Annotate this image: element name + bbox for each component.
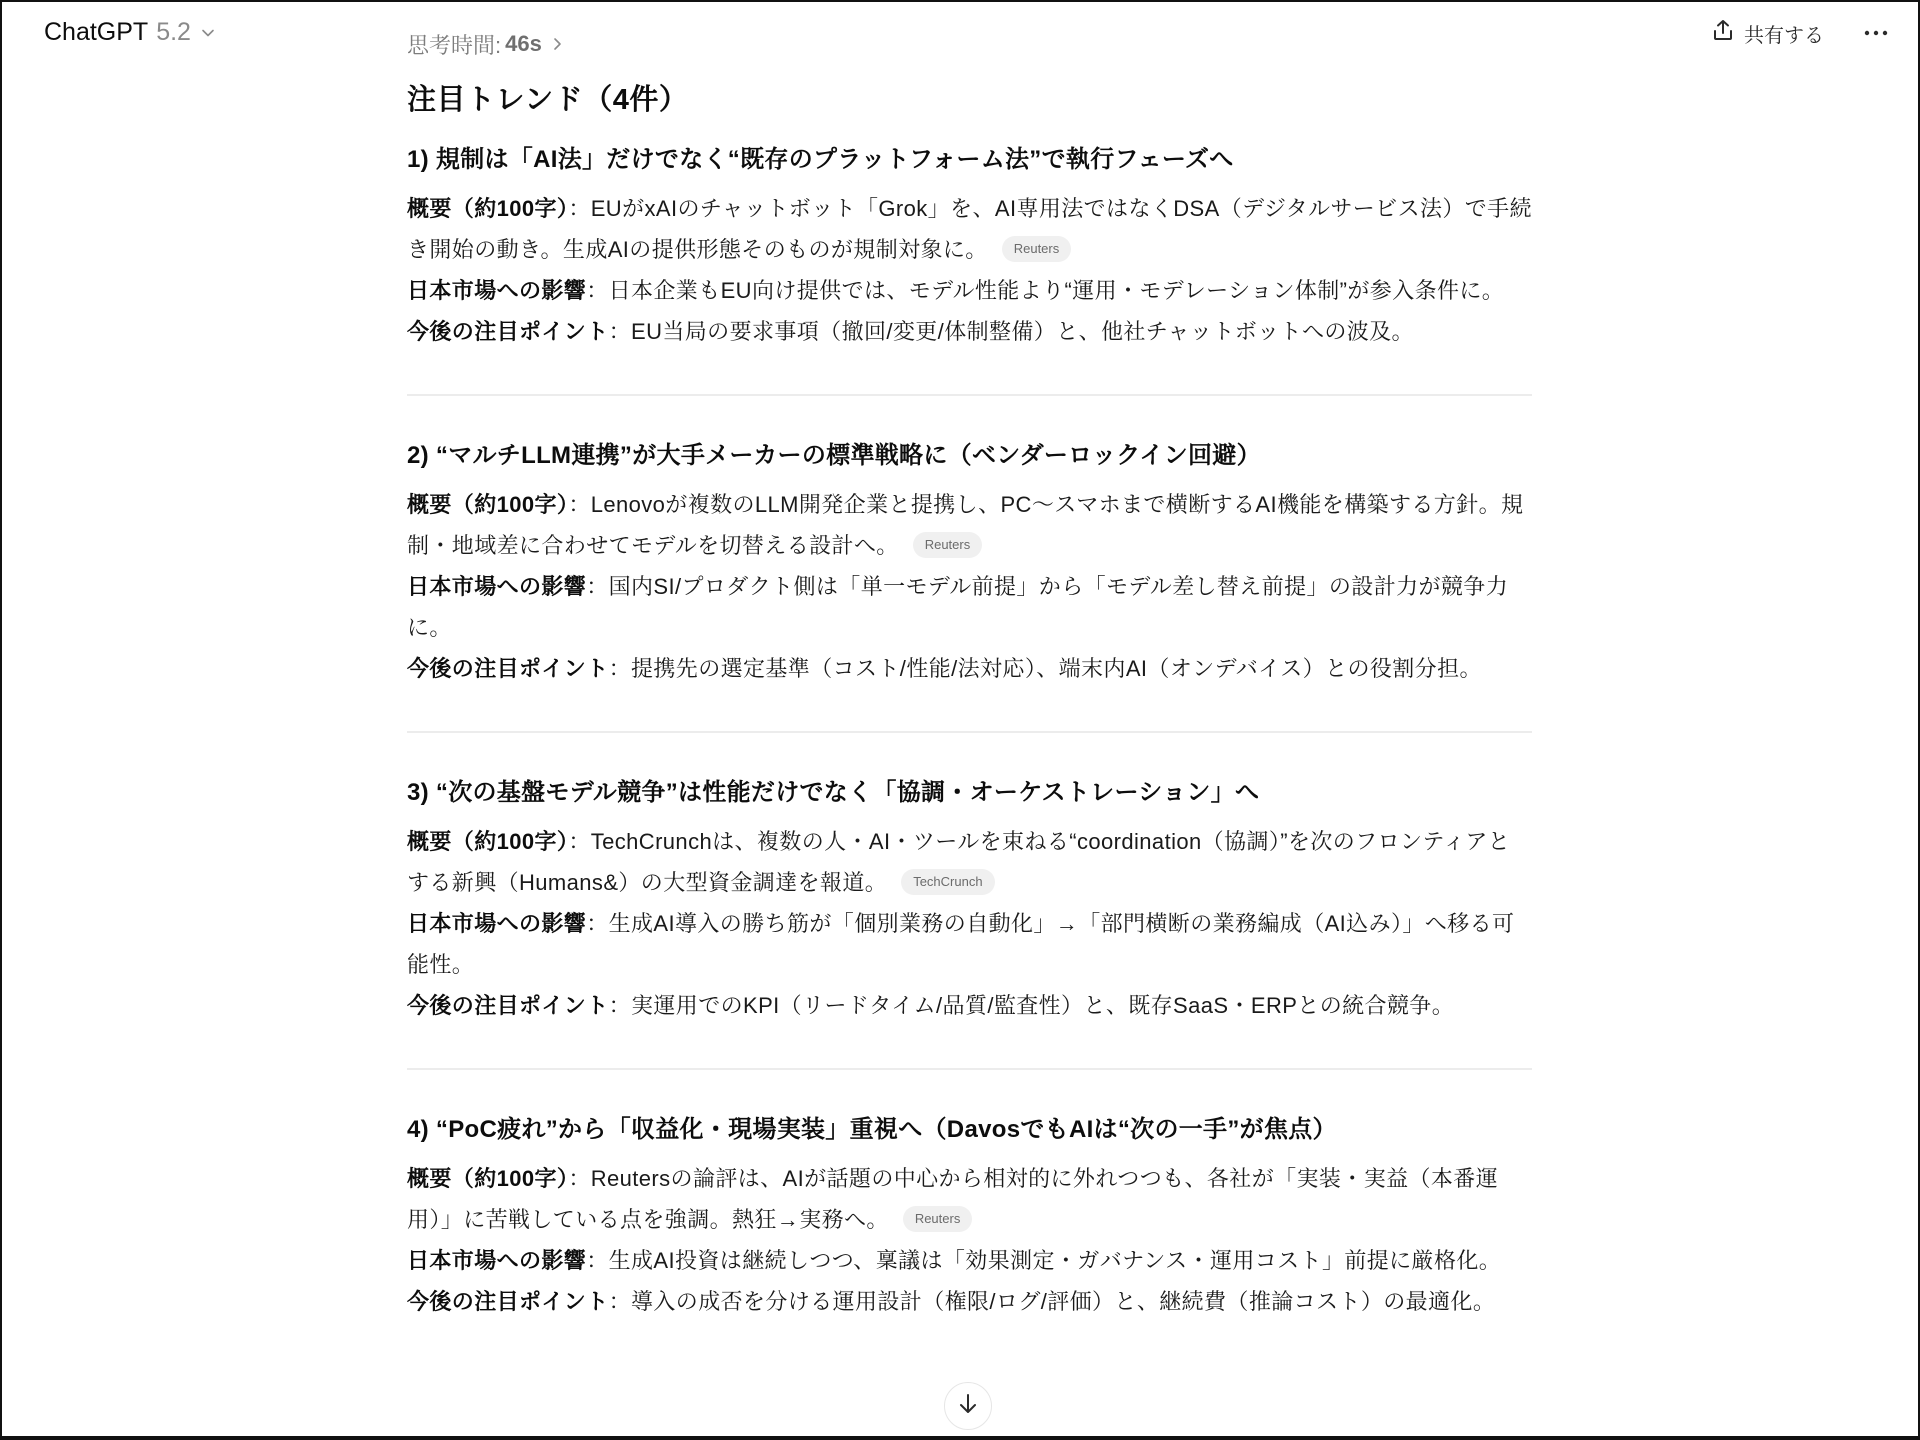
section-divider xyxy=(407,394,1532,396)
impact-label: 日本市場への影響 xyxy=(407,278,587,303)
top-bar xyxy=(0,0,1920,64)
arrow-down-icon xyxy=(957,1392,979,1421)
outlook-label: 今後の注目ポイント xyxy=(407,1289,609,1314)
more-horizontal-icon xyxy=(1864,24,1888,42)
summary-paragraph xyxy=(407,484,1532,566)
impact-text: ：生成AI導入の勝ち筋が「個別業務の自動化」→「部門横断の業務編成（AI込み）」へ移る可能性。 xyxy=(407,911,1515,977)
more-options-button[interactable] xyxy=(1858,15,1894,51)
trend-section-4 xyxy=(407,1110,1532,1322)
impact-label: 日本市場への影響 xyxy=(407,1248,587,1273)
impact-paragraph xyxy=(407,1240,1532,1281)
impact-paragraph xyxy=(407,566,1532,648)
impact-text: ：国内SI/プロダクト側は「単一モデル前提」から「モデル差し替え前提」の設計力が競争力に。 xyxy=(407,574,1509,640)
source-badge[interactable]: Reuters xyxy=(913,532,983,558)
summary-paragraph xyxy=(407,188,1532,270)
outlook-paragraph xyxy=(407,985,1532,1026)
outlook-text: ：導入の成否を分ける運用設計（権限/ログ/評価）と、継続費（推論コスト）の最適化。 xyxy=(608,1289,1496,1314)
outlook-paragraph xyxy=(407,311,1532,352)
summary-paragraph xyxy=(407,1158,1532,1240)
section-heading: 3) “次の基盤モデル競争”は性能だけでなく「協調・オーケストレーション」へ xyxy=(407,779,1260,806)
outlook-paragraph xyxy=(407,648,1532,689)
section-divider xyxy=(407,1068,1532,1070)
summary-label: 概要（約100字） xyxy=(407,492,569,517)
source-badge[interactable]: Reuters xyxy=(903,1206,973,1232)
outlook-paragraph xyxy=(407,1281,1532,1322)
thinking-value: 46s xyxy=(505,31,542,56)
model-name: ChatGPT xyxy=(44,18,149,46)
model-version: 5.2 xyxy=(156,18,191,46)
trend-section-2 xyxy=(407,436,1532,689)
assistant-message xyxy=(407,24,1532,1322)
scroll-to-bottom-button[interactable] xyxy=(944,1382,992,1430)
page-title: 注目トレンド（4件） xyxy=(407,84,689,116)
summary-text: ：EUがxAIのチャットボット「Grok」を、AI専用法ではなくDSA（デジタルサービス法）で手続き開始の動き。生成AIの提供形態そのものが規制対象に。 xyxy=(407,196,1532,262)
source-badge[interactable]: Reuters xyxy=(1002,236,1072,262)
outlook-label: 今後の注目ポイント xyxy=(407,993,609,1018)
outlook-text: ：実運用でのKPI（リードタイム/品質/監査性）と、既存SaaS・ERPとの統合競争。 xyxy=(608,993,1455,1018)
impact-text: ：日本企業もEU向け提供では、モデル性能より“運用・モデレーション体制”が参入条件に。 xyxy=(586,278,1505,303)
impact-text: ：生成AI投資は継続しつつ、稟議は「効果測定・ガバナンス・運用コスト」前提に厳格化。 xyxy=(586,1248,1502,1273)
summary-label: 概要（約100字） xyxy=(407,1166,569,1191)
impact-paragraph xyxy=(407,903,1532,985)
share-icon xyxy=(1712,18,1734,48)
summary-text: ：Reutersの論評は、AIが話題の中心から相対的に外れつつも、各社が「実装・実益（本番運用）」に苦戦している点を強調。熱狂→実務へ。 xyxy=(407,1166,1499,1232)
share-button[interactable] xyxy=(1706,14,1830,52)
impact-label: 日本市場への影響 xyxy=(407,911,587,936)
impact-paragraph xyxy=(407,270,1532,311)
summary-paragraph xyxy=(407,821,1532,903)
section-divider xyxy=(407,731,1532,733)
impact-label: 日本市場への影響 xyxy=(407,574,587,599)
trend-section-1 xyxy=(407,140,1532,352)
top-actions xyxy=(1706,14,1894,52)
trend-section-3 xyxy=(407,773,1532,1026)
summary-label: 概要（約100字） xyxy=(407,196,569,221)
summary-text: ：Lenovoが複数のLLM開発企業と提携し、PC〜スマホまで横断するAI機能を構築する方針。規制・地域差に合わせてモデルを切替える設計へ。 xyxy=(407,492,1524,558)
outlook-label: 今後の注目ポイント xyxy=(407,656,609,681)
source-badge[interactable]: TechCrunch xyxy=(901,869,994,895)
thinking-label: 思考時間: xyxy=(407,32,502,58)
share-label: 共有する xyxy=(1744,24,1824,47)
outlook-text: ：提携先の選定基準（コスト/性能/法対応）、端末内AI（オンデバイス）との役割分担。 xyxy=(608,656,1482,681)
outlook-label: 今後の注目ポイント xyxy=(407,319,609,344)
model-selector[interactable] xyxy=(36,16,223,49)
section-heading: 2) “マルチLLM連携”が大手メーカーの標準戦略に（ベンダーロックイン回避） xyxy=(407,442,1261,469)
section-heading: 4) “PoC疲れ”から「収益化・現場実装」重視へ（DavosでもAIは“次の一手”が焦点） xyxy=(407,1116,1337,1143)
summary-text: ：TechCrunchは、複数の人・AI・ツールを束ねる“coordination（協調）”を次のフロンティアとする新興（Humans&）の大型資金調達を報道。 xyxy=(407,829,1511,895)
chevron-down-icon xyxy=(201,26,215,40)
outlook-text: ：EU当局の要求事項（撤回/変更/体制整備）と、他社チャットボットへの波及。 xyxy=(608,319,1414,344)
summary-label: 概要（約100字） xyxy=(407,829,569,854)
section-heading: 1) 規制は「AI法」だけでなく“既存のプラットフォーム法”で執行フェーズへ xyxy=(407,146,1234,173)
